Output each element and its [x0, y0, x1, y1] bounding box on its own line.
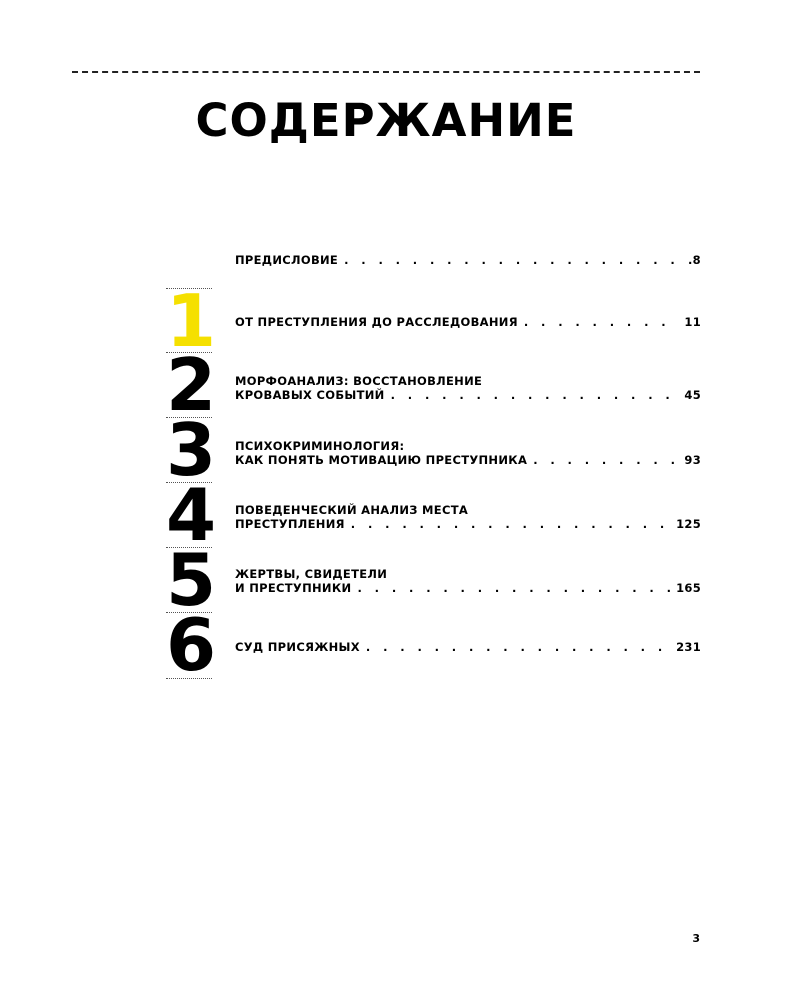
top-dashed-rule — [72, 71, 700, 73]
toc-dot-leader — [524, 315, 679, 329]
toc-entry-title-line-2: ПРЕСТУПЛЕНИЯ — [235, 517, 345, 531]
toc-dot-leader — [351, 517, 670, 531]
toc-page-number: 231 — [676, 640, 701, 654]
toc-entry-chapter-1[interactable] — [235, 315, 701, 329]
toc-page-number: 93 — [684, 453, 701, 467]
toc-dot-leader — [358, 581, 671, 595]
toc-entry-title: СУД ПРИСЯЖНЫХ — [235, 640, 360, 654]
chapter-number-4: 4 — [166, 473, 217, 557]
toc-entry-title: ПРЕДИСЛОВИЕ — [235, 253, 339, 267]
toc-entry-chapter-3[interactable] — [235, 439, 701, 467]
toc-dot-leader — [391, 388, 679, 402]
toc-entry-title-line-2: КАК ПОНЯТЬ МОТИВАЦИЮ ПРЕСТУПНИКА — [235, 453, 528, 467]
toc-entry-chapter-4[interactable] — [235, 503, 701, 531]
toc-entry-title: ПСИХОКРИМИНОЛОГИЯ: — [235, 439, 405, 453]
toc-entry-title: ОТ ПРЕСТУПЛЕНИЯ ДО РАССЛЕДОВАНИЯ — [235, 315, 518, 329]
chapter-number-2: 2 — [166, 343, 217, 427]
toc-page-number: 165 — [676, 581, 701, 595]
toc-entry-title: ПОВЕДЕНЧЕСКИЙ АНАЛИЗ МЕСТА — [235, 503, 469, 517]
chapter-number-5: 5 — [166, 538, 217, 622]
toc-page-number: 11 — [684, 315, 701, 329]
toc-entry-preface[interactable] — [235, 253, 701, 267]
toc-page-number: 125 — [676, 517, 701, 531]
chapter-number-1: 1 — [166, 279, 217, 363]
toc-entry-chapter-6[interactable] — [235, 640, 701, 654]
chapter-number-3: 3 — [166, 408, 217, 492]
page-title: СОДЕРЖАНИЕ — [195, 94, 577, 147]
toc-entry-title-line-2: КРОВАВЫХ СОБЫТИЙ — [235, 388, 385, 402]
toc-dot-leader — [366, 640, 670, 654]
toc-entry-title: ЖЕРТВЫ, СВИДЕТЕЛИ — [235, 567, 388, 581]
toc-entry-title-line-2: И ПРЕСТУПНИКИ — [235, 581, 352, 595]
chapter-number-6: 6 — [166, 603, 217, 687]
toc-dot-leader — [533, 453, 678, 467]
page-number: 3 — [692, 932, 700, 945]
toc-entry-title: МОРФОАНАЛИЗ: ВОССТАНОВЛЕНИЕ — [235, 374, 483, 388]
toc-entry-chapter-5[interactable] — [235, 567, 701, 595]
toc-dot-leader — [344, 253, 682, 267]
toc-page-number: 45 — [684, 388, 701, 402]
toc-page-number: .8 — [688, 253, 701, 267]
toc-entry-chapter-2[interactable] — [235, 374, 701, 402]
